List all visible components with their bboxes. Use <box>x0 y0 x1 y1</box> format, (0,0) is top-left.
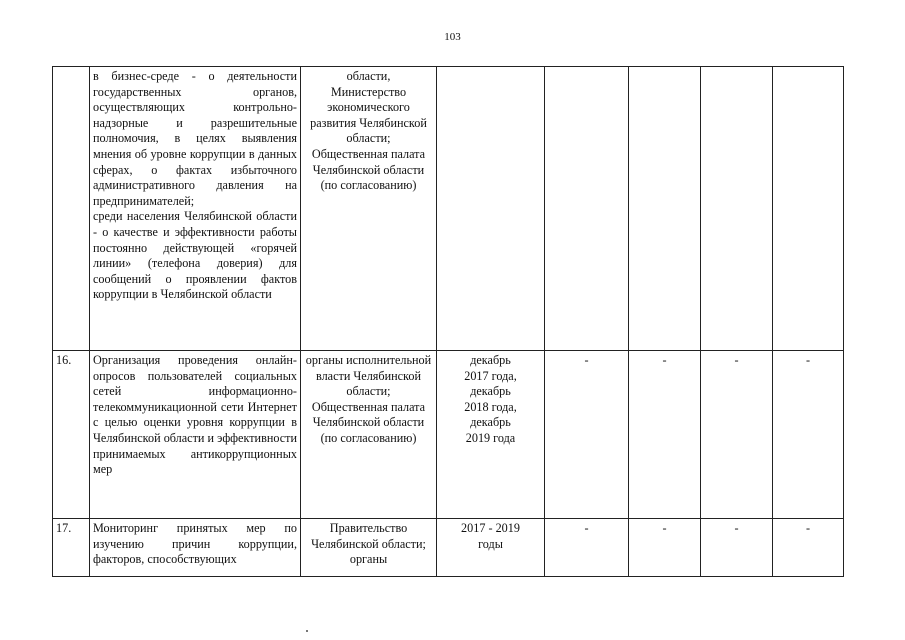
funding-cell: - <box>773 351 844 519</box>
executor-text: Правительство Челябинской области; органы <box>301 519 437 577</box>
funding-cell: - <box>629 351 701 519</box>
measure-text-body: Мониторинг принятых мер по изучению причин коррупции, факторов, способствующих <box>93 521 297 567</box>
row-number: 16. <box>53 351 90 519</box>
row-number: 17. <box>53 519 90 577</box>
funding-cell <box>701 67 773 351</box>
funding-cell <box>629 67 701 351</box>
funding-cell: - <box>701 351 773 519</box>
page-number: 103 <box>444 31 461 43</box>
term-text: декабрь 2017 года, декабрь 2018 года, декабрь 2019 года <box>437 351 545 519</box>
executor-text: органы исполнительной власти Челябинской области; Общественная палата Челябинской области (по согласованию) <box>301 351 437 519</box>
scan-speck <box>306 630 308 632</box>
funding-cell <box>545 67 629 351</box>
funding-cell: - <box>545 519 629 577</box>
anticorruption-plan-table <box>52 66 844 577</box>
table-row <box>53 67 844 351</box>
term-text: 2017 - 2019 годы <box>437 519 545 577</box>
table-row <box>53 519 844 577</box>
funding-cell: - <box>629 519 701 577</box>
funding-cell: - <box>701 519 773 577</box>
measure-text-body: в бизнес-среде - о деятельности государственных органов, осуществляющих контрольно-надзорные и разрешительные полномочия, в целях выявления мнения об уровне коррупции в данных сферах, о фактах избыточного административного давления на предпринимателей; среди населения Челябинской области - о качестве и эффективности работы постоянно действующей «горячей линии» (телефона доверия) для сообщений о проявлении фактов коррупции в Челябинской области <box>93 69 297 302</box>
funding-cell: - <box>773 519 844 577</box>
measure-text <box>90 519 301 577</box>
funding-cell: - <box>545 351 629 519</box>
measure-text-body: Организация проведения онлайн-опросов пользователей социальных сетей информационно-телекоммуникационной сети Интернет с целью оценки уровня коррупции в Челябинской области и эффективности принимаемых антикоррупционных мер <box>93 353 297 477</box>
term-text <box>437 67 545 351</box>
measure-text <box>90 351 301 519</box>
executor-text: области, Министерство экономического развития Челябинской области; Общественная палата Челябинской области (по согласованию) <box>301 67 437 351</box>
table-row <box>53 351 844 519</box>
row-number <box>53 67 90 351</box>
funding-cell <box>773 67 844 351</box>
measure-text <box>90 67 301 351</box>
